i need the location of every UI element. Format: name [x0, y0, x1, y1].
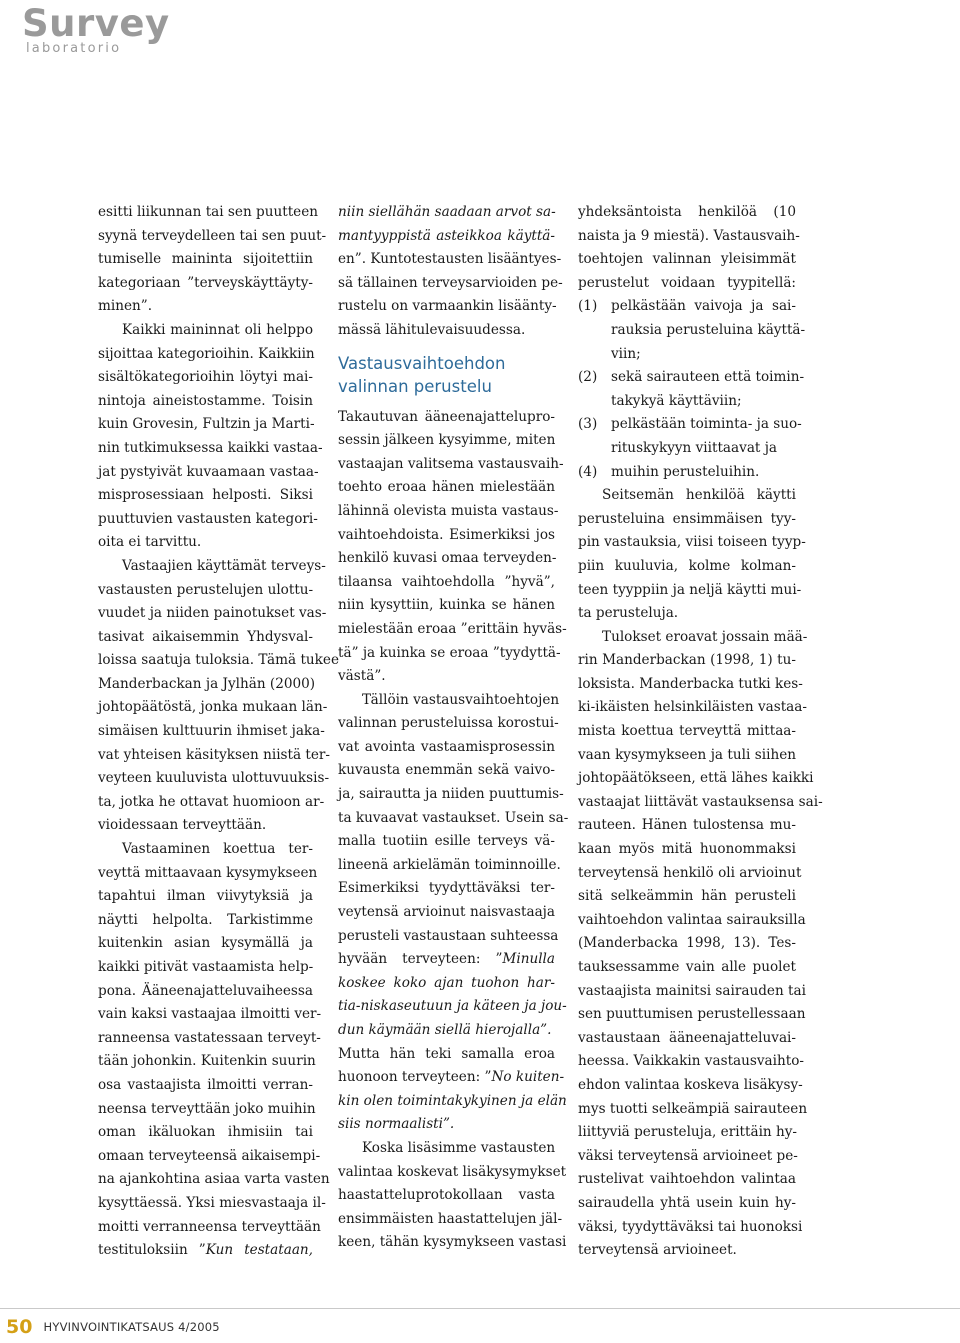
text-line: heessa. Vaikkakin vastausvaihto- [578, 1053, 804, 1070]
text-line: vaihtoehdoista. Esimerkiksi jos [338, 526, 555, 543]
text-line: vastaajista mainitsi sairauden tai [578, 982, 806, 999]
section-heading-line-1: Vastausvaihtoehdon [338, 353, 506, 373]
text-line: esitti liikunnan tai sen puutteen [98, 204, 319, 220]
text-line: piin kuuluvia, kolme kolman- [578, 557, 796, 574]
text-line: tä” ja kuinka se eroaa ”tyydyttä- [338, 644, 561, 661]
text-line: oita ei tarvittu. [98, 534, 202, 551]
text-line: vastaajat liittävät vastauksensa sai- [578, 793, 823, 810]
text-line: vuudet ja niiden painotukset vas- [98, 605, 327, 622]
text-line: malla tuotiin esille terveys vä- [338, 833, 555, 850]
text-line: perusteluina ensimmäisen tyy- [578, 510, 796, 527]
page-footer [6, 1316, 220, 1338]
text-line: Esimerkiksi tyydyttäväksi ter- [338, 880, 555, 897]
text-line: niin kysyttiin, kuinka se hänen [338, 597, 555, 614]
text-line: vastaajan valitsema vastausvaih- [338, 455, 564, 472]
text-line: kin olen toimintakykyinen ja elän [338, 1092, 567, 1109]
text-line: na ajankohtina asiaa varta vasten [98, 1171, 330, 1188]
text-line: kategoriaan ”terveyskäyttäyty- [98, 274, 313, 291]
text-line: mässä lähitulevaisuudessa. [338, 321, 526, 338]
quote-text: Minulla [502, 951, 555, 968]
text-line: ki-ikäisten helsinkiläisten vastaa- [578, 699, 807, 716]
text-line: kaan myös mitä huonommaksi [578, 841, 796, 858]
text-line: Vastaaminen koettua ter- [122, 841, 313, 858]
text-line: kaikki pitivät vastaamista help- [98, 959, 314, 975]
list-item-number: (3) [578, 416, 598, 433]
text-line: Takautuvan ääneenajattelupro- [338, 408, 555, 425]
text-line: tumiselle maininta sijoitettiin [98, 251, 313, 268]
text-line: sairaudella yhtä usein kuin hy- [578, 1194, 796, 1211]
enumerated-list [578, 295, 806, 484]
text-line: syynä terveydelleen tai sen puut- [98, 227, 327, 244]
text-line: väksi terveytensä arvioineet pe- [578, 1147, 798, 1164]
text-line: ranneensa vastatessaan terveyt- [98, 1029, 321, 1046]
text-line: keen, tähän kysymykseen vastasi [338, 1234, 567, 1251]
text-line: vaan kysymykseen ja tuli siihen [578, 746, 796, 763]
text-line: dun käymään siellä hierojalla”. [338, 1022, 552, 1038]
text-line: ta perusteluja. [578, 605, 679, 622]
text-line: (Manderbacka 1998, 13). Tes- [578, 935, 796, 952]
text-line: väksi, tyydyttäväksi tai huonoksi [578, 1218, 803, 1235]
text-line: Vastaajien käyttämät terveys- [122, 557, 326, 574]
text-line: vastausten perustelujen ulottu- [98, 581, 314, 598]
text-line: loissa saatuja tuloksia. Tämä tukee [98, 652, 339, 669]
text-column-2 [338, 201, 569, 1255]
text-line: vaihtoehdon valintaa sairauksilla [578, 911, 806, 928]
text-line: kuin Grovesin, Fultzin ja Marti- [98, 416, 315, 433]
text-line: hyvään terveyteen: ”Minulla [338, 951, 555, 968]
text-line: huonoon terveyteen: ”No kuiten- [338, 1069, 565, 1086]
text-line: simäisen kulttuurin ihmiset jaka- [98, 723, 325, 740]
text-line: pona. Ääneenajatteluvaiheessa [98, 982, 313, 999]
list-item-line [578, 319, 806, 343]
text-line: naista ja 9 miestä). Vastausvaih- [578, 227, 800, 244]
text-line: vat avointa vastaamisprosessin [338, 738, 555, 755]
text-line: mielestään eroaa ”erittäin hyväs- [338, 620, 567, 637]
text-line: ehdon valintaa koskeva lisäkysy- [578, 1076, 803, 1093]
text-line: omaan terveyteensä aikaisempi- [98, 1147, 321, 1164]
text-line: mantyyppistä asteikkoa käyttä- [338, 227, 555, 244]
list-item-text: sekä sairauteen että toimin- [611, 369, 805, 386]
text-line: pin vastauksia, viisi toiseen tyyp- [578, 534, 806, 551]
text-line: kuitenkin asian kysymällä ja [98, 935, 313, 952]
text-line: yhdeksäntoista henkilöä (10 [578, 204, 796, 220]
text-line: loksista. Manderbacka tutki kes- [578, 675, 803, 692]
survey-laboratorio-logo [22, 4, 202, 60]
text-line: ta, jotka he ottavat huomioon ar- [98, 793, 325, 810]
list-item-text: pelkästään vaivoja ja sai- [611, 298, 796, 315]
text-line: vastaustaan ääneenajatteluvai- [578, 1029, 796, 1046]
text-line: rauteen. Hänen tulostensa mu- [578, 817, 796, 834]
text-line: nintoja aineistostamme. Toisin [98, 392, 313, 409]
text-line: toehtojen valinnan yleisimmät [578, 251, 796, 268]
list-item-text: takykyä käyttäviin; [611, 392, 742, 409]
text-line: ensimmäisten haastattelujen jäl- [338, 1210, 563, 1227]
text-column-1 [98, 201, 339, 1263]
text-line: kuvausta enemmän sekä vaivo- [338, 762, 555, 779]
text-line: sijoittaa kategorioihin. Kaikkiin [98, 345, 315, 362]
text-line: johtopäätökseen, että lähes kaikki [578, 770, 814, 787]
text-line: rin Manderbackan (1998, 1) tu- [578, 652, 796, 669]
list-item-line [578, 343, 796, 367]
text-line: Seitsemän henkilöä käytti [602, 487, 796, 504]
text-line: koskee koko ajan tuohon har- [338, 974, 555, 991]
text-line: veyteen kuuluvista ulottuvuuksis- [98, 770, 330, 787]
text-line: sä tällainen terveysarvioiden pe- [338, 274, 563, 291]
text-line: neensa terveyttään joko muihin [98, 1100, 316, 1117]
text-line: Tällöin vastausvaihtoehtojen [362, 691, 560, 708]
text-line: lineenä arkielämän toiminnoille. [338, 856, 561, 873]
text-line: ja, sairautta ja niiden puuttumis- [338, 786, 564, 803]
text-line: terveytensä henkilö oli arvioinut [578, 864, 802, 881]
list-item-number: (2) [578, 369, 598, 386]
text-line: Tulokset eroavat jossain mää- [602, 628, 808, 645]
text-line: sen puuttumisen perustellessaan [578, 1006, 806, 1023]
text-line: näytti helpolta. Tarkistimme [98, 911, 313, 928]
list-item-line [578, 413, 802, 437]
text-line: oman ikäluokan ihmisiin tai [98, 1124, 313, 1141]
text-line: moitti verranneensa terveyttään [98, 1218, 321, 1235]
text-line: johtopäätöstä, jonka mukaan län- [98, 699, 328, 716]
text-line: tilaansa vaihtoehdolla ”hyvä”, [338, 573, 555, 590]
text-line: lähinnä olevista muista vastaus- [338, 502, 559, 519]
text-line: sisältökategorioihin löytyi mai- [98, 369, 313, 386]
text-line: niin siellähän saadaan arvot sa- [338, 204, 556, 220]
text-line: tapahtui ilman viivytyksiä ja [98, 888, 313, 905]
logo-subtitle: laboratorio [26, 41, 122, 56]
text-line: siis normaalisti”. [338, 1116, 455, 1133]
logo-wordmark: Survey [22, 2, 170, 45]
section-heading-line-2: valinnan perustelu [338, 376, 492, 396]
text-line: vioidessaan terveyttään. [98, 817, 267, 834]
list-item-line [578, 437, 796, 461]
text-line: mys tuotti selkeämpiä sairauteen [578, 1100, 808, 1117]
list-item-text: viin; [611, 345, 641, 362]
list-item-line [578, 390, 796, 414]
text-line: terveytensä arvioineet. [578, 1242, 737, 1259]
text-line: minen”. [98, 298, 153, 315]
text-line: rustelivat vaihtoehdon valintaa [578, 1171, 796, 1188]
text-line: teen tyyppiin ja neljä käytti mui- [578, 581, 802, 598]
text-line: Mutta hän teki samalla eroa [338, 1045, 555, 1062]
list-item-line [578, 461, 796, 485]
text-line: tauksessamme vain alle puolet [578, 959, 796, 975]
text-line: västä”. [338, 668, 386, 685]
text-line: tia-niskaseutuun ja käteen ja jou- [338, 998, 567, 1015]
footer-rule [0, 1308, 960, 1309]
text-line: sessin jälkeen kysyimme, miten [338, 432, 556, 449]
quote-text: No kuiten- [491, 1069, 565, 1086]
text-line: toehto eroaa hänen mielestään [338, 479, 555, 496]
text-line: valintaa koskevat lisäkysymykset [338, 1163, 567, 1180]
text-line: puuttuvien vastausten kategori- [98, 510, 318, 527]
text-line: Kaikki maininnat oli helppo [122, 321, 313, 338]
text-line: veyttä mittaavaan kysymykseen [98, 864, 318, 881]
text-line: mista koettua terveyttä mittaa- [578, 723, 796, 740]
text-line: tasivat aikaisemmin Yhdysval- [98, 628, 313, 645]
text-line: rustelu on varmaankin lisäänty- [338, 298, 557, 315]
text-line: jat pystyivät kuvaamaan vastaa- [98, 463, 319, 480]
text-line: testituloksiin ”Kun testataan, [98, 1242, 313, 1259]
text-line: kysyttäessä. Yksi miesvastaaja il- [98, 1194, 326, 1211]
text-line: vain kaksi vastaajaa ilmoitti ver- [98, 1006, 322, 1023]
text-line: liittyviä perusteluja, erittäin hy- [578, 1124, 798, 1141]
quote-text: Kun testataan, [205, 1242, 313, 1259]
text-line: henkilö kuvasi omaa terveyden- [338, 550, 557, 567]
list-item-text: pelkästään toiminta- ja suo- [611, 416, 802, 433]
list-item-number: (4) [578, 463, 598, 480]
list-item-text: rauksia perusteluina käyttä- [611, 321, 806, 338]
section-heading [338, 352, 555, 398]
text-line: nin tutkimuksessa kaikki vastaa- [98, 439, 323, 456]
text-line: perustelut voidaan tyypitellä: [578, 274, 796, 291]
list-item-number: (1) [578, 298, 598, 315]
text-line: osa vastaajista ilmoitti verran- [98, 1076, 313, 1093]
text-line: tään johonkin. Kuitenkin suurin [98, 1053, 316, 1070]
text-line: veytensä arvioinut naisvastaaja [338, 904, 555, 921]
text-column-3 [578, 201, 823, 1263]
text-line: valinnan perusteluissa korostui- [338, 715, 559, 732]
text-line: sitä selkeämmin hän perusteli [578, 888, 796, 905]
text-line: ta kuvaavat vastaukset. Usein sa- [338, 809, 569, 826]
text-line: en”. Kuntotestausten lisääntyes- [338, 251, 562, 268]
text-line: haastatteluprotokollaan vasta [338, 1187, 555, 1204]
list-item-line [578, 295, 796, 319]
list-item-line [578, 366, 805, 390]
text-line: perusteli vastaustaan suhteessa [338, 927, 559, 944]
text-line: Koska lisäsimme vastausten [362, 1139, 556, 1156]
publication-name: HYVINVOINTIKATSAUS 4/2005 [43, 1320, 220, 1334]
text-line: misprosessiaan helposti. Siksi [98, 487, 313, 504]
list-item-text: rituskykyyn viittaavat ja [611, 439, 778, 456]
text-line: vat yhteisen käsityksen niistä ter- [98, 746, 331, 763]
list-item-text: muihin perusteluihin. [611, 463, 760, 480]
page-number: 50 [6, 1316, 33, 1338]
text-line: Manderbackan ja Jylhän (2000) [98, 675, 316, 692]
